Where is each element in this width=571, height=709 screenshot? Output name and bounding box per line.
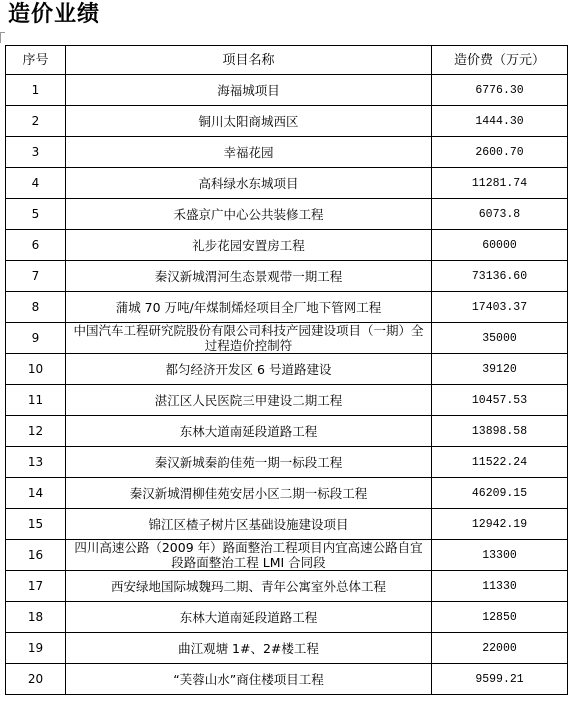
row-cost: 22000: [432, 633, 568, 664]
table-row: [6, 664, 568, 695]
row-project-name: 海福城项目: [66, 75, 432, 106]
table-row: [6, 509, 568, 540]
row-project-name: 秦汉新城渭柳佳苑安居小区二期一标段工程: [66, 478, 432, 509]
row-index: 14: [6, 478, 66, 509]
row-index: 4: [6, 168, 66, 199]
row-project-name: 礼步花园安置房工程: [66, 230, 432, 261]
row-cost: 35000: [432, 323, 568, 354]
row-cost: 11522.24: [432, 447, 568, 478]
table-header-row: [6, 46, 568, 75]
table-anchor-mark: [0, 32, 5, 43]
row-index: 17: [6, 571, 66, 602]
row-index: 13: [6, 447, 66, 478]
header-index: 序号: [6, 46, 66, 75]
row-cost: 12942.19: [432, 509, 568, 540]
row-index: 9: [6, 323, 66, 354]
header-project-name: 项目名称: [66, 46, 432, 75]
row-cost: 39120: [432, 354, 568, 385]
table-row: [6, 323, 568, 354]
row-cost: 60000: [432, 230, 568, 261]
row-index: 7: [6, 261, 66, 292]
table-row: [6, 137, 568, 168]
row-project-name: “芙蓉山水”商住楼项目工程: [66, 664, 432, 695]
table-row: [6, 292, 568, 323]
table-row: [6, 168, 568, 199]
table-row: [6, 447, 568, 478]
table-row: [6, 106, 568, 137]
table-row: [6, 354, 568, 385]
table-row: [6, 416, 568, 447]
row-project-name: 四川高速公路（2009 年）路面整治工程项目内宜高速公路自宜段路面整治工程 LMI 合同段: [66, 540, 432, 571]
row-cost: 11330: [432, 571, 568, 602]
row-index: 15: [6, 509, 66, 540]
row-index: 12: [6, 416, 66, 447]
table-row: [6, 199, 568, 230]
row-project-name: 东林大道南延段道路工程: [66, 602, 432, 633]
row-index: 6: [6, 230, 66, 261]
row-cost: 6073.8: [432, 199, 568, 230]
row-project-name: 曲江观塘 1#、2#楼工程: [66, 633, 432, 664]
row-index: 19: [6, 633, 66, 664]
row-cost: 73136.60: [432, 261, 568, 292]
row-cost: 10457.53: [432, 385, 568, 416]
table-row: [6, 478, 568, 509]
row-cost: 13300: [432, 540, 568, 571]
table-row: [6, 230, 568, 261]
row-cost: 17403.37: [432, 292, 568, 323]
row-index: 8: [6, 292, 66, 323]
performance-table: [5, 45, 568, 695]
row-project-name: 禾盛京广中心公共装修工程: [66, 199, 432, 230]
row-cost: 2600.70: [432, 137, 568, 168]
row-project-name: 东林大道南延段道路工程: [66, 416, 432, 447]
row-index: 2: [6, 106, 66, 137]
row-project-name: 锦江区楂子树片区基础设施建设项目: [66, 509, 432, 540]
row-cost: 11281.74: [432, 168, 568, 199]
row-cost: 46209.15: [432, 478, 568, 509]
row-project-name: 湛江区人民医院三甲建设二期工程: [66, 385, 432, 416]
row-cost: 9599.21: [432, 664, 568, 695]
row-index: 1: [6, 75, 66, 106]
row-cost: 6776.30: [432, 75, 568, 106]
row-project-name: 秦汉新城渭河生态景观带一期工程: [66, 261, 432, 292]
row-index: 3: [6, 137, 66, 168]
table-row: [6, 602, 568, 633]
row-project-name: 蒲城 70 万吨/年煤制烯烃项目全厂地下管网工程: [66, 292, 432, 323]
row-index: 16: [6, 540, 66, 571]
row-index: 10: [6, 354, 66, 385]
row-index: 20: [6, 664, 66, 695]
row-index: 5: [6, 199, 66, 230]
row-project-name: 中国汽车工程研究院股份有限公司科技产园建设项目（一期）全过程造价控制符: [66, 323, 432, 354]
row-project-name: 高科绿水东城项目: [66, 168, 432, 199]
row-cost: 12850: [432, 602, 568, 633]
row-cost: 13898.58: [432, 416, 568, 447]
row-index: 11: [6, 385, 66, 416]
row-project-name: 都匀经济开发区 6 号道路建设: [66, 354, 432, 385]
header-cost: 造价费（万元）: [432, 46, 568, 75]
table-row: [6, 633, 568, 664]
row-index: 18: [6, 602, 66, 633]
row-project-name: 西安绿地国际城魏玛二期、青年公寓室外总体工程: [66, 571, 432, 602]
table-row: [6, 540, 568, 571]
table-row: [6, 261, 568, 292]
row-project-name: 幸福花园: [66, 137, 432, 168]
table-row: [6, 75, 568, 106]
row-project-name: 铜川太阳商城西区: [66, 106, 432, 137]
row-cost: 1444.30: [432, 106, 568, 137]
table-row: [6, 571, 568, 602]
page-title: 造价业绩: [8, 2, 101, 27]
table-row: [6, 385, 568, 416]
row-project-name: 秦汉新城秦韵佳苑一期一标段工程: [66, 447, 432, 478]
